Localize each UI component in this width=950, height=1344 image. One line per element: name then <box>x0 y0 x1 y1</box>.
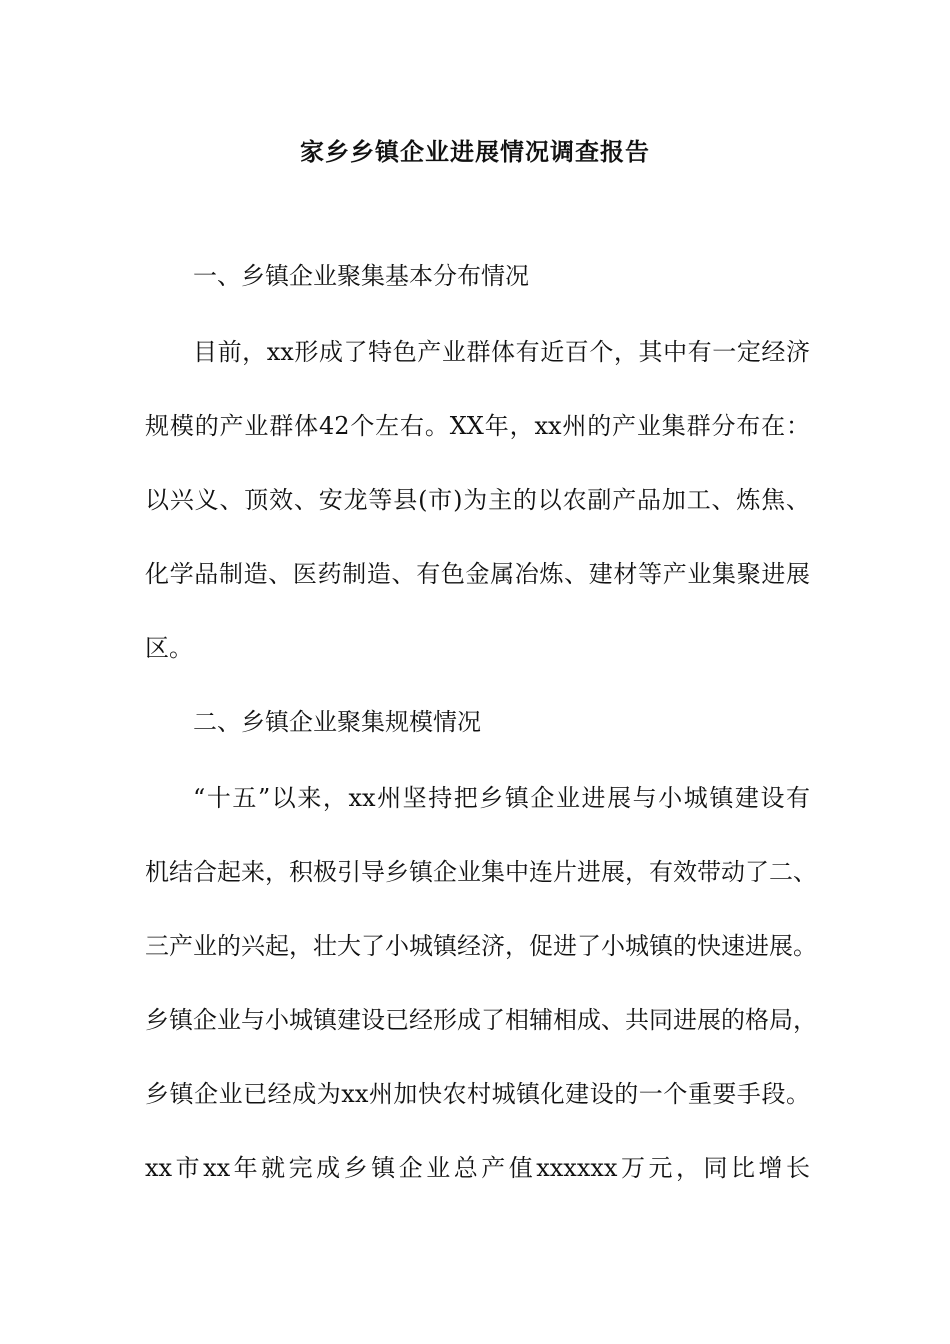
paragraph-line: “十五”以来，xx州坚持把乡镇企业进展与小城镇建设有 <box>193 784 810 812</box>
paragraph-line: 化学品制造、医药制造、有色金属冶炼、建材等产业集聚进展 <box>145 560 810 588</box>
paragraph-line: 以兴义、顶效、安龙等县(市)为主的以农副产品加工、炼焦、 <box>145 486 810 514</box>
document-title: 家乡乡镇企业进展情况调查报告 <box>300 138 650 166</box>
paragraph-line: 三产业的兴起，壮大了小城镇经济，促进了小城镇的快速进展。 <box>145 932 817 960</box>
section-heading-2: 二、乡镇企业聚集规模情况 <box>193 708 481 736</box>
paragraph-line: 乡镇企业与小城镇建设已经形成了相辅相成、共同进展的格局， <box>145 1006 817 1034</box>
paragraph-line: 目前，xx形成了特色产业群体有近百个，其中有一定经济 <box>193 338 810 366</box>
paragraph-line: 机结合起来，积极引导乡镇企业集中连片进展，有效带动了二、 <box>145 858 817 886</box>
paragraph-line: xx市xx年就完成乡镇企业总产值xxxxxx万元，同比增长 <box>145 1154 810 1182</box>
paragraph-line: 规模的产业群体42个左右。XX年，xx州的产业集群分布在： <box>145 412 810 440</box>
paragraph-line: 乡镇企业已经成为xx州加快农村城镇化建设的一个重要手段。 <box>145 1080 810 1108</box>
paragraph-line: 区。 <box>145 634 193 662</box>
section-heading-1: 一、乡镇企业聚集基本分布情况 <box>193 262 529 290</box>
